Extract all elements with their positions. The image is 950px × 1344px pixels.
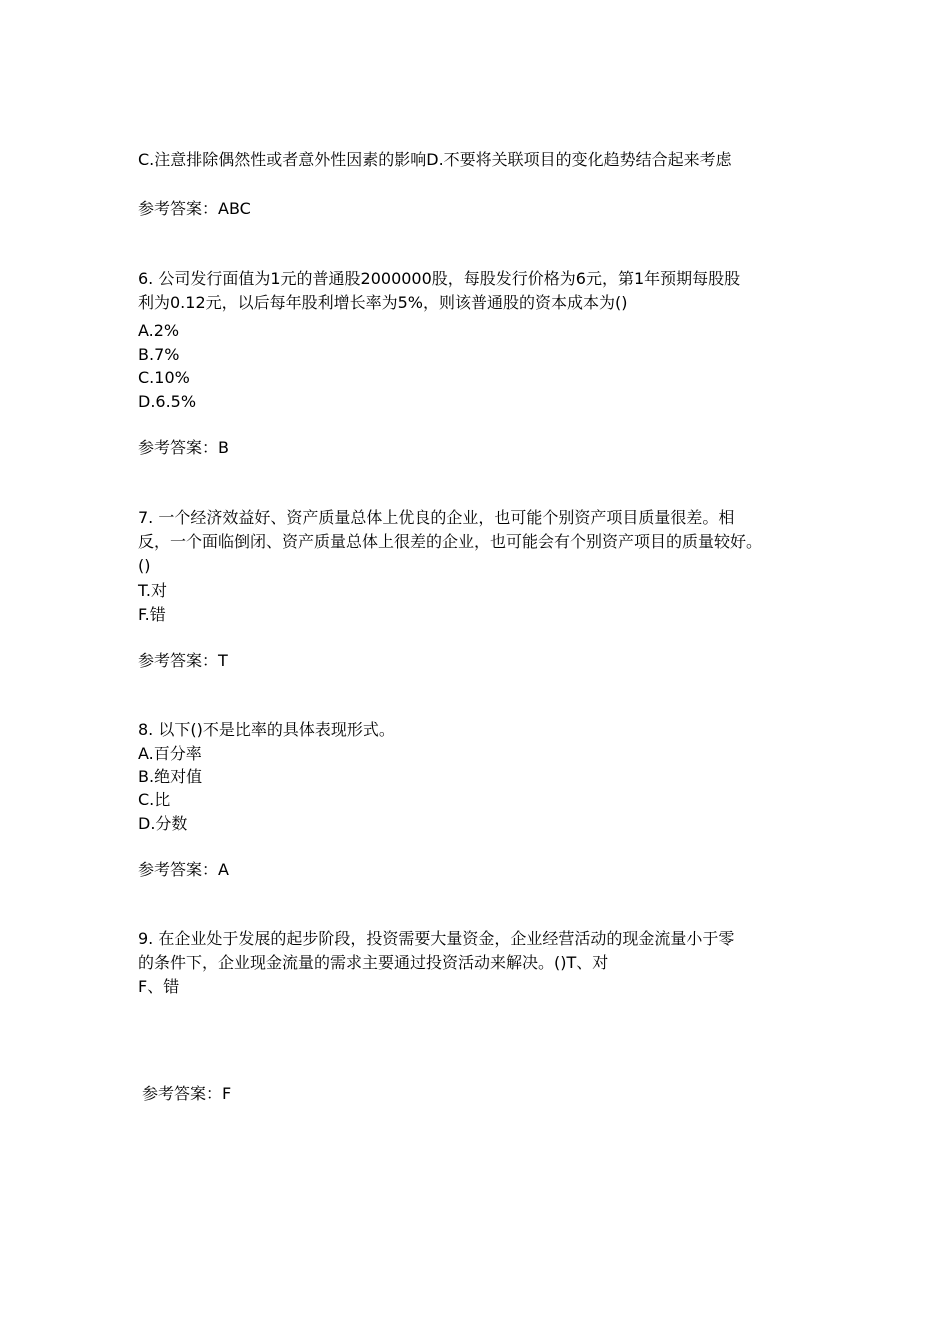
q9-stem-line-3: F、错	[138, 977, 180, 996]
q6-stem-line-2: 利为0.12元，以后每年股利增长率为5%，则该普通股的资本成本为()	[138, 293, 628, 312]
q8-stem-line-1: 8. 以下()不是比率的具体表现形式。	[138, 720, 395, 739]
q6-option-a: A.2%	[138, 321, 180, 340]
q9-stem-line-2: 的条件下，企业现金流量的需求主要通过投资活动来解决。()T、对	[138, 953, 609, 972]
q7-option-t: T.对	[138, 581, 167, 600]
q9-answer: 参考答案：F	[142, 1084, 232, 1103]
q8-answer: 参考答案：A	[138, 860, 229, 879]
q6-stem-line-1: 6. 公司发行面值为1元的普通股2000000股，每股发行价格为6元，第1年预期每股股	[138, 269, 741, 288]
q8-option-c: C.比	[138, 790, 171, 809]
q6-option-d: D.6.5%	[138, 392, 197, 411]
q6-option-c: C.10%	[138, 368, 190, 387]
q7-stem-line-1: 7. 一个经济效益好、资产质量总体上优良的企业，也可能个别资产项目质量很差。相	[138, 508, 735, 527]
q7-option-f: F.错	[138, 605, 166, 624]
q6-answer: 参考答案：B	[138, 438, 229, 457]
q8-option-b: B.绝对值	[138, 767, 203, 786]
q7-answer: 参考答案：T	[138, 651, 228, 670]
q7-stem-line-2: 反，一个面临倒闭、资产质量总体上很差的企业，也可能会有个别资产项目的质量较好。	[138, 532, 763, 551]
q5-answer: 参考答案：ABC	[138, 199, 251, 218]
q5-options-line: C.注意排除偶然性或者意外性因素的影响D.不要将关联项目的变化趋势结合起来考虑	[138, 150, 732, 169]
q7-stem-line-3: ()	[138, 556, 151, 575]
q6-option-b: B.7%	[138, 345, 180, 364]
q9-stem-line-1: 9. 在企业处于发展的起步阶段，投资需要大量资金，企业经营活动的现金流量小于零	[138, 929, 735, 948]
q8-option-d: D.分数	[138, 814, 188, 833]
q8-option-a: A.百分率	[138, 744, 202, 763]
